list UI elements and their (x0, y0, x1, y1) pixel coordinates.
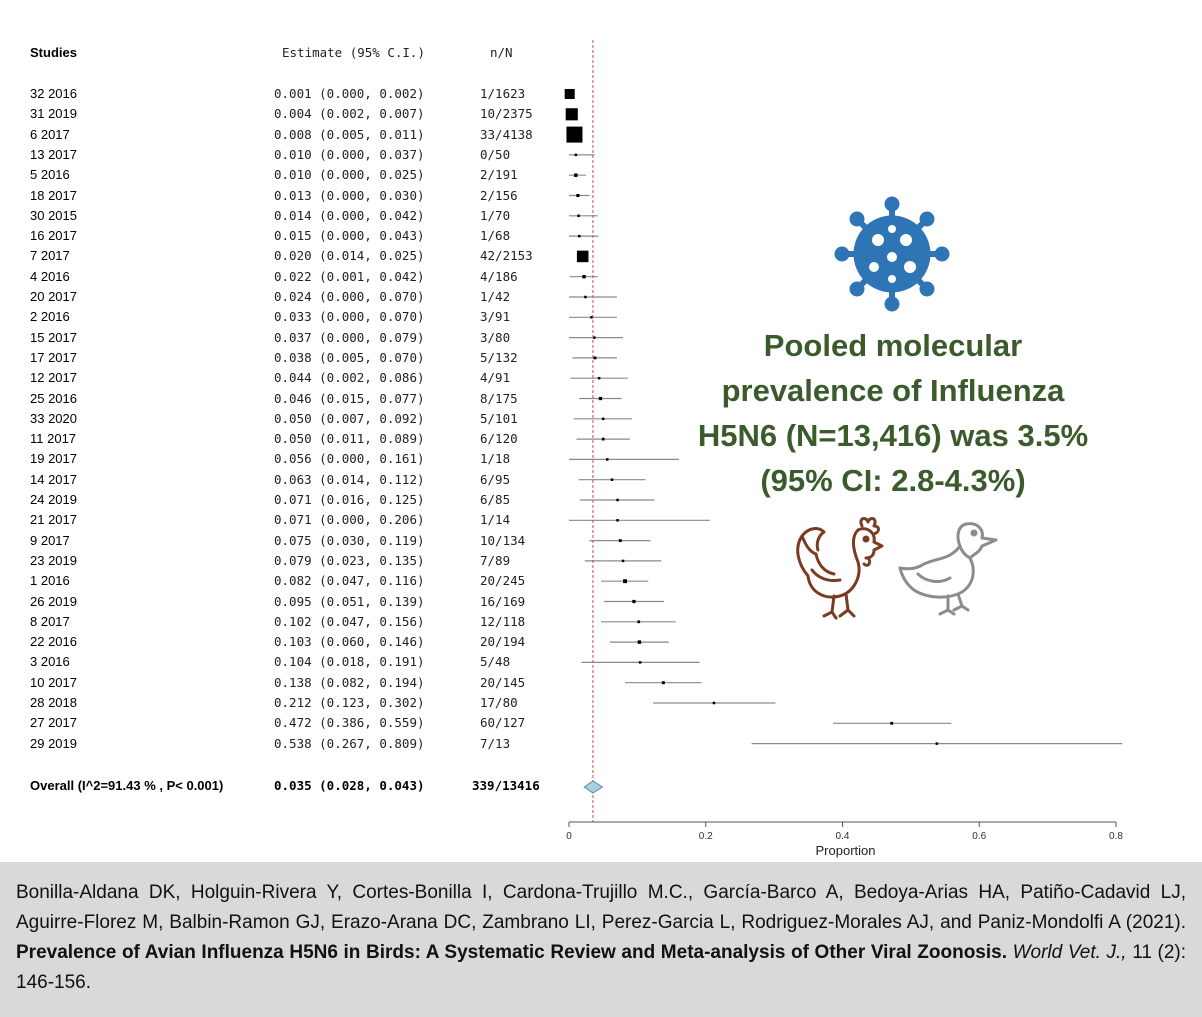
study-label: 4 2016 (30, 268, 70, 284)
study-estimate: 0.063 (0.014, 0.112) (274, 471, 425, 487)
study-label: 9 2017 (30, 532, 70, 548)
study-nn: 7/13 (480, 735, 511, 751)
study-nn: 5/132 (480, 349, 518, 365)
study-label: 27 2017 (30, 715, 77, 731)
study-nn: 3/80 (480, 329, 511, 345)
study-estimate: 0.050 (0.007, 0.092) (274, 410, 425, 426)
overall-estimate: 0.035 (0.028, 0.043) (274, 778, 425, 793)
estimate-point (566, 127, 582, 143)
study-estimate: 0.033 (0.000, 0.070) (274, 309, 425, 325)
duck-icon (896, 518, 1000, 620)
study-nn: 2/156 (480, 187, 518, 203)
study-nn: 7/89 (480, 552, 511, 568)
study-nn: 6/95 (480, 471, 511, 487)
study-label: 11 2017 (30, 431, 77, 447)
study-estimate: 0.079 (0.023, 0.135) (274, 552, 425, 568)
study-estimate: 0.038 (0.005, 0.070) (274, 349, 425, 365)
study-label: 12 2017 (30, 370, 77, 386)
estimate-point (602, 438, 605, 441)
study-nn: 1/18 (480, 451, 511, 467)
study-label: 13 2017 (30, 146, 77, 162)
study-estimate: 0.014 (0.000, 0.042) (274, 207, 425, 223)
estimate-point (611, 478, 614, 481)
overall-label: Overall (I^2=91.43 % , P< 0.001) (30, 778, 224, 793)
study-nn: 10/134 (480, 532, 526, 548)
study-estimate: 0.102 (0.047, 0.156) (274, 613, 425, 629)
study-label: 2 2016 (30, 309, 70, 325)
x-tick-label: 0 (566, 831, 572, 842)
study-label: 33 2020 (30, 410, 77, 426)
estimate-point (577, 251, 589, 263)
rooster-icon (788, 512, 890, 624)
study-label: 19 2017 (30, 451, 77, 467)
study-estimate: 0.046 (0.015, 0.077) (274, 390, 425, 406)
estimate-point (616, 499, 619, 502)
study-nn: 12/118 (480, 613, 526, 629)
study-nn: 4/186 (480, 268, 518, 284)
study-estimate: 0.538 (0.267, 0.809) (274, 735, 425, 751)
estimate-point (637, 620, 640, 623)
study-estimate: 0.056 (0.000, 0.161) (274, 451, 425, 467)
estimate-header: Estimate (95% C.I.) (282, 45, 425, 60)
estimate-point (594, 356, 597, 359)
study-label: 10 2017 (30, 674, 77, 690)
estimate-point (574, 173, 577, 176)
study-estimate: 0.138 (0.082, 0.194) (274, 674, 425, 690)
study-estimate: 0.010 (0.000, 0.025) (274, 167, 425, 183)
estimate-point (599, 397, 602, 400)
estimate-point (622, 560, 625, 563)
study-label: 26 2019 (30, 593, 77, 609)
estimate-point (577, 215, 580, 218)
estimate-point (713, 702, 716, 705)
study-label: 25 2016 (30, 390, 77, 406)
study-nn: 20/194 (480, 634, 526, 650)
study-nn: 0/50 (480, 146, 511, 162)
study-label: 17 2017 (30, 349, 77, 365)
estimate-point (632, 600, 635, 603)
study-nn: 2/191 (480, 167, 518, 183)
study-estimate: 0.472 (0.386, 0.559) (274, 715, 425, 731)
overall-diamond (584, 781, 602, 793)
overall-nn: 339/13416 (472, 778, 540, 793)
study-label: 1 2016 (30, 573, 70, 589)
estimate-point (662, 681, 665, 684)
estimate-point (582, 275, 585, 278)
study-label: 28 2018 (30, 695, 77, 710)
study-estimate: 0.013 (0.000, 0.030) (274, 187, 425, 203)
study-estimate: 0.212 (0.123, 0.302) (274, 695, 425, 710)
estimate-point (576, 194, 579, 197)
estimate-point (619, 539, 622, 542)
study-estimate: 0.022 (0.001, 0.042) (274, 268, 425, 284)
study-nn: 20/245 (480, 573, 526, 589)
virus-icon (826, 195, 958, 313)
study-nn: 60/127 (480, 715, 526, 731)
study-nn: 20/145 (480, 674, 526, 690)
study-nn: 33/4138 (480, 126, 533, 142)
citation-title: Prevalence of Avian Influenza H5N6 in Birds: A Systematic Review and Meta-analysis of Other Viral Zoonosis. (16, 942, 1007, 963)
study-label: 16 2017 (30, 228, 77, 244)
study-estimate: 0.020 (0.014, 0.025) (274, 248, 425, 264)
estimate-point (639, 661, 642, 664)
study-label: 18 2017 (30, 187, 77, 203)
estimate-point (606, 458, 609, 461)
estimate-point (578, 235, 581, 238)
x-tick-label: 0.8 (1109, 831, 1123, 842)
estimate-point (565, 89, 575, 99)
study-nn: 5/101 (480, 410, 518, 426)
study-estimate: 0.044 (0.002, 0.086) (274, 370, 425, 386)
study-nn: 1/1623 (480, 86, 526, 101)
study-label: 15 2017 (30, 329, 77, 345)
study-estimate: 0.075 (0.030, 0.119) (274, 532, 425, 548)
study-label: 5 2016 (30, 167, 70, 183)
study-label: 24 2019 (30, 492, 77, 507)
citation-journal: World Vet. J., (1012, 942, 1127, 963)
study-nn: 5/48 (480, 654, 511, 670)
estimate-point (584, 296, 587, 299)
x-tick-label: 0.6 (972, 831, 987, 842)
estimate-point (602, 418, 605, 421)
estimate-point (638, 640, 641, 643)
study-label: 23 2019 (30, 552, 77, 568)
studies-header: Studies (30, 45, 77, 60)
study-nn: 6/120 (480, 431, 518, 447)
study-estimate: 0.015 (0.000, 0.043) (274, 228, 425, 244)
study-nn: 1/14 (480, 512, 511, 528)
citation-authors: Bonilla-Aldana DK, Holguin-Rivera Y, Cortes-Bonilla I, Cardona-Trujillo M.C., García-Barco A, Bedoya-Arias HA, Patiño-Cadavid LJ, Aguirre-Florez M, Balbin-Ramon GJ, Erazo-Arana DC, Zambrano LI, Perez-Garcia L, Rodriguez-Morales AJ, and Paniz-Mondolfi A (2021). (16, 882, 1186, 933)
estimate-point (616, 519, 619, 522)
study-nn: 42/2153 (480, 248, 533, 264)
study-label: 32 2016 (30, 86, 77, 101)
study-label: 3 2016 (30, 654, 70, 670)
study-estimate: 0.008 (0.005, 0.011) (274, 126, 425, 142)
study-nn: 4/91 (480, 370, 511, 386)
study-estimate: 0.071 (0.000, 0.206) (274, 512, 425, 528)
study-label: 31 2019 (30, 106, 77, 122)
study-nn: 17/80 (480, 695, 518, 710)
study-label: 7 2017 (30, 248, 70, 264)
study-label: 6 2017 (30, 126, 70, 142)
study-estimate: 0.037 (0.000, 0.079) (274, 329, 425, 345)
study-nn: 1/70 (480, 207, 511, 223)
study-label: 8 2017 (30, 613, 70, 629)
study-estimate: 0.095 (0.051, 0.139) (274, 593, 425, 609)
estimate-point (890, 722, 893, 725)
study-estimate: 0.024 (0.000, 0.070) (274, 289, 425, 304)
estimate-point (566, 108, 578, 120)
citation (0, 862, 1202, 1017)
study-estimate: 0.082 (0.047, 0.116) (274, 573, 425, 589)
study-estimate: 0.004 (0.002, 0.007) (274, 106, 425, 122)
citation-volume: 11 (2): 146-156. (16, 942, 1187, 993)
study-estimate: 0.001 (0.000, 0.002) (274, 86, 425, 101)
study-label: 20 2017 (30, 289, 77, 304)
study-estimate: 0.104 (0.018, 0.191) (274, 654, 425, 670)
study-label: 21 2017 (30, 512, 77, 528)
study-estimate: 0.050 (0.011, 0.089) (274, 431, 425, 447)
x-axis-label: Proportion (815, 843, 876, 858)
study-nn: 6/85 (480, 492, 511, 507)
study-nn: 16/169 (480, 593, 526, 609)
study-label: 29 2019 (30, 735, 77, 751)
estimate-point (575, 154, 578, 157)
study-estimate: 0.071 (0.016, 0.125) (274, 492, 425, 507)
x-tick-label: 0.4 (835, 831, 850, 842)
nn-header: n/N (490, 45, 513, 60)
study-estimate: 0.010 (0.000, 0.037) (274, 146, 425, 162)
summary-text: Pooled molecular prevalence of Influenza H5N6 (N=13,416) was 3.5% (95% CI: 2.8-4.3%) (697, 328, 1089, 498)
x-tick-label: 0.2 (698, 831, 713, 842)
study-nn: 10/2375 (480, 106, 533, 122)
estimate-point (936, 742, 939, 745)
study-label: 14 2017 (30, 471, 77, 487)
study-nn: 3/91 (480, 309, 511, 325)
study-nn: 1/42 (480, 289, 511, 304)
estimate-point (623, 579, 627, 583)
study-nn: 1/68 (480, 228, 511, 244)
study-label: 30 2015 (30, 207, 77, 223)
estimate-point (598, 377, 601, 380)
study-label: 22 2016 (30, 634, 77, 650)
study-nn: 8/175 (480, 390, 518, 406)
study-estimate: 0.103 (0.060, 0.146) (274, 634, 425, 650)
